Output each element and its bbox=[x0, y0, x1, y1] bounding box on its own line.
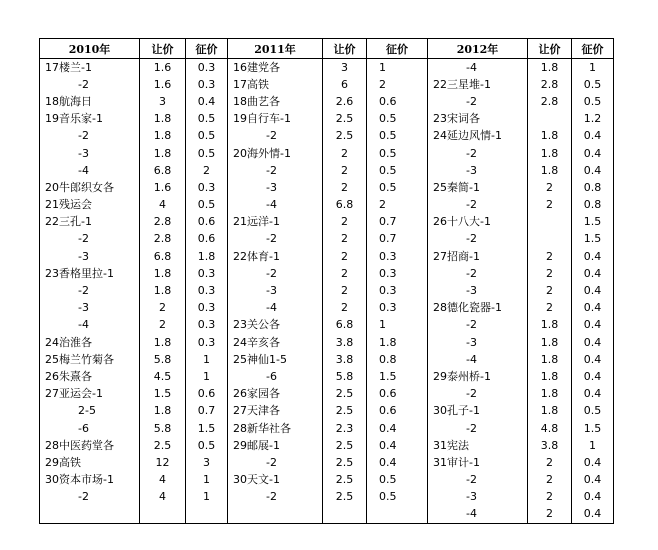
stamp-name-2011: 30天文-1 bbox=[228, 472, 323, 489]
offer-price-2012: 1.8 bbox=[528, 145, 572, 162]
stamp-name-2010: 29高铁 bbox=[40, 454, 140, 471]
stamp-name-2012: -2 bbox=[428, 317, 528, 334]
bid-price-2010: 0.7 bbox=[186, 403, 228, 420]
bid-price-2010: 0.4 bbox=[186, 93, 228, 110]
stamp-name-2010: -4 bbox=[40, 162, 140, 179]
stamp-name-2012: -3 bbox=[428, 489, 528, 506]
stamp-name-2011: -2 bbox=[228, 489, 323, 506]
bid-price-2011: 0.5 bbox=[367, 111, 428, 128]
table-row bbox=[40, 420, 614, 437]
header-offer-price: 让价 bbox=[140, 39, 186, 59]
table-row bbox=[40, 437, 614, 454]
offer-price-2012: 1.8 bbox=[528, 368, 572, 385]
offer-price-2010: 4 bbox=[140, 472, 186, 489]
offer-price-2010: 2.8 bbox=[140, 214, 186, 231]
stamp-name-2012: -3 bbox=[428, 282, 528, 299]
offer-price-2010 bbox=[140, 506, 186, 524]
header-year-2012: 2012年 bbox=[428, 39, 528, 59]
stamp-name-2010: 28中医药堂各 bbox=[40, 437, 140, 454]
offer-price-2010: 6.8 bbox=[140, 162, 186, 179]
stamp-name-2010: 25梅兰竹菊各 bbox=[40, 351, 140, 368]
offer-price-2012 bbox=[528, 111, 572, 128]
table-row bbox=[40, 214, 614, 231]
table-row bbox=[40, 386, 614, 403]
offer-price-2012: 2 bbox=[528, 248, 572, 265]
bid-price-2010: 2 bbox=[186, 162, 228, 179]
bid-price-2011: 0.3 bbox=[367, 248, 428, 265]
stamp-name-2012: 26十八大-1 bbox=[428, 214, 528, 231]
header-year-2010: 2010年 bbox=[40, 39, 140, 59]
header-row bbox=[40, 39, 614, 59]
stamp-name-2011: -6 bbox=[228, 368, 323, 385]
offer-price-2011: 2.3 bbox=[323, 420, 367, 437]
stamp-name-2010: 18航海日 bbox=[40, 93, 140, 110]
table-row bbox=[40, 472, 614, 489]
bid-price-2011: 2 bbox=[367, 197, 428, 214]
bid-price-2010: 0.3 bbox=[186, 179, 228, 196]
stamp-name-2012: 23宋词各 bbox=[428, 111, 528, 128]
bid-price-2011: 0.4 bbox=[367, 454, 428, 471]
table-row bbox=[40, 76, 614, 93]
offer-price-2012: 2 bbox=[528, 265, 572, 282]
bid-price-2010: 0.6 bbox=[186, 214, 228, 231]
stamp-name-2012: -3 bbox=[428, 334, 528, 351]
bid-price-2010: 0.3 bbox=[186, 317, 228, 334]
bid-price-2011: 2 bbox=[367, 76, 428, 93]
offer-price-2010: 2 bbox=[140, 300, 186, 317]
offer-price-2010: 3 bbox=[140, 93, 186, 110]
offer-price-2010: 1.6 bbox=[140, 59, 186, 77]
bid-price-2011: 0.5 bbox=[367, 128, 428, 145]
offer-price-2010: 12 bbox=[140, 454, 186, 471]
stamp-name-2012: -2 bbox=[428, 472, 528, 489]
bid-price-2012: 0.5 bbox=[572, 93, 614, 110]
bid-price-2012: 0.4 bbox=[572, 489, 614, 506]
offer-price-2011: 6.8 bbox=[323, 317, 367, 334]
stamp-name-2010: -6 bbox=[40, 420, 140, 437]
offer-price-2011: 2 bbox=[323, 214, 367, 231]
bid-price-2010: 0.3 bbox=[186, 59, 228, 77]
offer-price-2011: 2.5 bbox=[323, 454, 367, 471]
bid-price-2011: 0.3 bbox=[367, 300, 428, 317]
offer-price-2011: 3 bbox=[323, 59, 367, 77]
stamp-name-2012: 31审计-1 bbox=[428, 454, 528, 471]
table-row bbox=[40, 317, 614, 334]
bid-price-2010: 1 bbox=[186, 489, 228, 506]
bid-price-2010: 1.8 bbox=[186, 248, 228, 265]
table-row bbox=[40, 179, 614, 196]
bid-price-2010: 1 bbox=[186, 351, 228, 368]
bid-price-2012: 0.4 bbox=[572, 368, 614, 385]
offer-price-2012: 1.8 bbox=[528, 59, 572, 77]
offer-price-2011: 2 bbox=[323, 265, 367, 282]
bid-price-2011: 0.6 bbox=[367, 93, 428, 110]
bid-price-2011: 0.3 bbox=[367, 282, 428, 299]
offer-price-2011: 3.8 bbox=[323, 351, 367, 368]
stamp-name-2012: -2 bbox=[428, 93, 528, 110]
offer-price-2012: 2 bbox=[528, 179, 572, 196]
stamp-name-2010: 26朱熹各 bbox=[40, 368, 140, 385]
stamp-name-2012: 22三星堆-1 bbox=[428, 76, 528, 93]
offer-price-2012: 2 bbox=[528, 454, 572, 471]
price-table bbox=[39, 38, 614, 524]
stamp-name-2012: -2 bbox=[428, 420, 528, 437]
stamp-name-2011: 28新华社各 bbox=[228, 420, 323, 437]
bid-price-2011: 1.8 bbox=[367, 334, 428, 351]
bid-price-2010: 0.5 bbox=[186, 145, 228, 162]
offer-price-2011: 3.8 bbox=[323, 334, 367, 351]
header-year-2011: 2011年 bbox=[228, 39, 323, 59]
bid-price-2010: 0.5 bbox=[186, 437, 228, 454]
offer-price-2012: 1.8 bbox=[528, 403, 572, 420]
stamp-name-2012: 24延边风情-1 bbox=[428, 128, 528, 145]
bid-price-2011: 1 bbox=[367, 317, 428, 334]
offer-price-2011: 2.5 bbox=[323, 437, 367, 454]
header-bid-price: 征价 bbox=[186, 39, 228, 59]
bid-price-2011 bbox=[367, 506, 428, 524]
stamp-name-2010: 27亚运会-1 bbox=[40, 386, 140, 403]
table-row bbox=[40, 93, 614, 110]
offer-price-2011: 2 bbox=[323, 179, 367, 196]
bid-price-2011: 0.5 bbox=[367, 179, 428, 196]
bid-price-2011: 0.5 bbox=[367, 145, 428, 162]
bid-price-2010: 0.3 bbox=[186, 282, 228, 299]
stamp-name-2012: -2 bbox=[428, 197, 528, 214]
table-row bbox=[40, 300, 614, 317]
bid-price-2012: 0.4 bbox=[572, 317, 614, 334]
bid-price-2012: 0.4 bbox=[572, 300, 614, 317]
stamp-name-2010: -2 bbox=[40, 282, 140, 299]
offer-price-2011: 2.6 bbox=[323, 93, 367, 110]
stamp-name-2012: -2 bbox=[428, 145, 528, 162]
header-bid-price: 征价 bbox=[572, 39, 614, 59]
offer-price-2011: 6 bbox=[323, 76, 367, 93]
offer-price-2011: 2 bbox=[323, 248, 367, 265]
bid-price-2010: 1 bbox=[186, 472, 228, 489]
stamp-name-2011: 21远洋-1 bbox=[228, 214, 323, 231]
bid-price-2012: 0.4 bbox=[572, 454, 614, 471]
stamp-name-2010: -2 bbox=[40, 128, 140, 145]
bid-price-2010: 0.6 bbox=[186, 386, 228, 403]
table-row bbox=[40, 489, 614, 506]
stamp-name-2011 bbox=[228, 506, 323, 524]
offer-price-2010: 1.5 bbox=[140, 386, 186, 403]
bid-price-2010: 0.3 bbox=[186, 265, 228, 282]
stamp-name-2011: 25神仙1-5 bbox=[228, 351, 323, 368]
bid-price-2011: 1.5 bbox=[367, 368, 428, 385]
table-row bbox=[40, 368, 614, 385]
offer-price-2011: 2 bbox=[323, 162, 367, 179]
bid-price-2011: 0.4 bbox=[367, 420, 428, 437]
offer-price-2010: 5.8 bbox=[140, 351, 186, 368]
offer-price-2012 bbox=[528, 231, 572, 248]
bid-price-2012: 1 bbox=[572, 59, 614, 77]
offer-price-2012: 1.8 bbox=[528, 128, 572, 145]
offer-price-2011: 2.5 bbox=[323, 111, 367, 128]
offer-price-2011: 6.8 bbox=[323, 197, 367, 214]
stamp-name-2010: 17楼兰-1 bbox=[40, 59, 140, 77]
bid-price-2012: 0.8 bbox=[572, 197, 614, 214]
stamp-name-2011: 27天津各 bbox=[228, 403, 323, 420]
stamp-name-2012: -4 bbox=[428, 506, 528, 524]
offer-price-2012: 2 bbox=[528, 300, 572, 317]
bid-price-2010: 0.3 bbox=[186, 300, 228, 317]
offer-price-2010: 1.8 bbox=[140, 282, 186, 299]
table-row bbox=[40, 282, 614, 299]
header-offer-price: 让价 bbox=[528, 39, 572, 59]
bid-price-2010: 3 bbox=[186, 454, 228, 471]
bid-price-2010: 1.5 bbox=[186, 420, 228, 437]
bid-price-2012: 0.4 bbox=[572, 248, 614, 265]
stamp-name-2012: 25秦简-1 bbox=[428, 179, 528, 196]
bid-price-2012: 0.4 bbox=[572, 351, 614, 368]
offer-price-2011: 2 bbox=[323, 231, 367, 248]
stamp-name-2012: -4 bbox=[428, 351, 528, 368]
bid-price-2010: 1 bbox=[186, 368, 228, 385]
bid-price-2011: 0.6 bbox=[367, 403, 428, 420]
bid-price-2011: 0.3 bbox=[367, 265, 428, 282]
stamp-name-2012: 31宪法 bbox=[428, 437, 528, 454]
bid-price-2012: 0.4 bbox=[572, 145, 614, 162]
stamp-name-2011: 26家园各 bbox=[228, 386, 323, 403]
bid-price-2010: 0.5 bbox=[186, 128, 228, 145]
bid-price-2010: 0.5 bbox=[186, 197, 228, 214]
stamp-name-2011: -2 bbox=[228, 265, 323, 282]
offer-price-2010: 4 bbox=[140, 197, 186, 214]
offer-price-2010: 1.8 bbox=[140, 334, 186, 351]
offer-price-2012: 2 bbox=[528, 506, 572, 524]
bid-price-2010: 0.5 bbox=[186, 111, 228, 128]
offer-price-2011: 2.5 bbox=[323, 128, 367, 145]
stamp-name-2011: -2 bbox=[228, 454, 323, 471]
bid-price-2012: 0.4 bbox=[572, 334, 614, 351]
bid-price-2011: 0.5 bbox=[367, 472, 428, 489]
bid-price-2012: 0.4 bbox=[572, 265, 614, 282]
offer-price-2010: 4.5 bbox=[140, 368, 186, 385]
offer-price-2012: 2 bbox=[528, 472, 572, 489]
stamp-name-2011: 29邮展-1 bbox=[228, 437, 323, 454]
offer-price-2011: 5.8 bbox=[323, 368, 367, 385]
bid-price-2012: 0.4 bbox=[572, 506, 614, 524]
offer-price-2010: 1.6 bbox=[140, 76, 186, 93]
stamp-name-2010: 30资本市场-1 bbox=[40, 472, 140, 489]
stamp-name-2011: -2 bbox=[228, 231, 323, 248]
table-row bbox=[40, 334, 614, 351]
bid-price-2011: 1 bbox=[367, 59, 428, 77]
offer-price-2010: 2 bbox=[140, 317, 186, 334]
offer-price-2012: 1.8 bbox=[528, 317, 572, 334]
offer-price-2011: 2.5 bbox=[323, 403, 367, 420]
offer-price-2012: 2 bbox=[528, 489, 572, 506]
table-row bbox=[40, 351, 614, 368]
stamp-name-2011: 18曲艺各 bbox=[228, 93, 323, 110]
bid-price-2010 bbox=[186, 506, 228, 524]
table-row bbox=[40, 59, 614, 77]
header-offer-price: 让价 bbox=[323, 39, 367, 59]
offer-price-2011: 2 bbox=[323, 300, 367, 317]
stamp-name-2010: -2 bbox=[40, 76, 140, 93]
bid-price-2011: 0.5 bbox=[367, 489, 428, 506]
offer-price-2010: 1.8 bbox=[140, 265, 186, 282]
stamp-name-2012: -2 bbox=[428, 231, 528, 248]
stamp-name-2012: 29泰州桥-1 bbox=[428, 368, 528, 385]
offer-price-2012: 4.8 bbox=[528, 420, 572, 437]
offer-price-2010: 1.8 bbox=[140, 145, 186, 162]
bid-price-2012: 1.5 bbox=[572, 214, 614, 231]
stamp-name-2011: 19自行车-1 bbox=[228, 111, 323, 128]
bid-price-2011: 0.5 bbox=[367, 162, 428, 179]
stamp-name-2011: 22体育-1 bbox=[228, 248, 323, 265]
stamp-name-2011: -2 bbox=[228, 162, 323, 179]
offer-price-2010: 2.8 bbox=[140, 231, 186, 248]
stamp-name-2010: 2-5 bbox=[40, 403, 140, 420]
offer-price-2012: 1.8 bbox=[528, 162, 572, 179]
stamp-name-2011: -4 bbox=[228, 300, 323, 317]
bid-price-2012: 0.4 bbox=[572, 162, 614, 179]
table-row bbox=[40, 454, 614, 471]
offer-price-2012: 1.8 bbox=[528, 386, 572, 403]
offer-price-2011: 2 bbox=[323, 282, 367, 299]
offer-price-2012: 2 bbox=[528, 282, 572, 299]
bid-price-2012: 0.4 bbox=[572, 386, 614, 403]
bid-price-2011: 0.7 bbox=[367, 231, 428, 248]
offer-price-2012: 1.8 bbox=[528, 351, 572, 368]
bid-price-2012: 0.4 bbox=[572, 128, 614, 145]
bid-price-2012: 1.5 bbox=[572, 420, 614, 437]
stamp-name-2012: -2 bbox=[428, 265, 528, 282]
offer-price-2010: 5.8 bbox=[140, 420, 186, 437]
offer-price-2012: 2.8 bbox=[528, 93, 572, 110]
table-row bbox=[40, 197, 614, 214]
table-row bbox=[40, 248, 614, 265]
offer-price-2012 bbox=[528, 214, 572, 231]
offer-price-2012: 3.8 bbox=[528, 437, 572, 454]
offer-price-2012: 1.8 bbox=[528, 334, 572, 351]
stamp-name-2011: -2 bbox=[228, 128, 323, 145]
bid-price-2012: 1.2 bbox=[572, 111, 614, 128]
stamp-name-2012: 27招商-1 bbox=[428, 248, 528, 265]
bid-price-2012: 0.4 bbox=[572, 282, 614, 299]
offer-price-2010: 1.8 bbox=[140, 403, 186, 420]
offer-price-2011: 2 bbox=[323, 145, 367, 162]
stamp-name-2011: -3 bbox=[228, 282, 323, 299]
stamp-name-2012: 30孔子-1 bbox=[428, 403, 528, 420]
offer-price-2010: 2.5 bbox=[140, 437, 186, 454]
bid-price-2011: 0.7 bbox=[367, 214, 428, 231]
offer-price-2010: 1.8 bbox=[140, 128, 186, 145]
offer-price-2010: 1.6 bbox=[140, 179, 186, 196]
stamp-name-2011: -3 bbox=[228, 179, 323, 196]
stamp-name-2011: 24辛亥各 bbox=[228, 334, 323, 351]
offer-price-2011: 2.5 bbox=[323, 472, 367, 489]
stamp-name-2010: 23香格里拉-1 bbox=[40, 265, 140, 282]
header-bid-price: 征价 bbox=[367, 39, 428, 59]
bid-price-2012: 1.5 bbox=[572, 231, 614, 248]
bid-price-2012: 1 bbox=[572, 437, 614, 454]
offer-price-2012: 2.8 bbox=[528, 76, 572, 93]
stamp-name-2011: 17高铁 bbox=[228, 76, 323, 93]
stamp-name-2012: -2 bbox=[428, 386, 528, 403]
stamp-name-2011: -4 bbox=[228, 197, 323, 214]
bid-price-2012: 0.4 bbox=[572, 472, 614, 489]
stamp-name-2010: -4 bbox=[40, 317, 140, 334]
stamp-name-2010: 19音乐家-1 bbox=[40, 111, 140, 128]
bid-price-2010: 0.3 bbox=[186, 76, 228, 93]
stamp-name-2010: -2 bbox=[40, 489, 140, 506]
stamp-name-2010 bbox=[40, 506, 140, 524]
bid-price-2010: 0.6 bbox=[186, 231, 228, 248]
bid-price-2012: 0.5 bbox=[572, 76, 614, 93]
stamp-name-2010: -2 bbox=[40, 231, 140, 248]
table-row bbox=[40, 111, 614, 128]
stamp-name-2011: 20海外情-1 bbox=[228, 145, 323, 162]
stamp-name-2012: 28德化瓷器-1 bbox=[428, 300, 528, 317]
bid-price-2011: 0.8 bbox=[367, 351, 428, 368]
table-row bbox=[40, 403, 614, 420]
table-row bbox=[40, 265, 614, 282]
table-row bbox=[40, 128, 614, 145]
offer-price-2010: 1.8 bbox=[140, 111, 186, 128]
stamp-name-2010: 22三孔-1 bbox=[40, 214, 140, 231]
table-row bbox=[40, 506, 614, 524]
stamp-name-2010: -3 bbox=[40, 248, 140, 265]
stamp-name-2010: 24治淮各 bbox=[40, 334, 140, 351]
bid-price-2011: 0.6 bbox=[367, 386, 428, 403]
bid-price-2011: 0.4 bbox=[367, 437, 428, 454]
offer-price-2010: 6.8 bbox=[140, 248, 186, 265]
stamp-name-2010: 20牛郎织女各 bbox=[40, 179, 140, 196]
stamp-name-2011: 16建党各 bbox=[228, 59, 323, 77]
stamp-name-2010: -3 bbox=[40, 145, 140, 162]
table-row bbox=[40, 231, 614, 248]
offer-price-2011: 2.5 bbox=[323, 489, 367, 506]
offer-price-2011 bbox=[323, 506, 367, 524]
stamp-name-2010: 21残运会 bbox=[40, 197, 140, 214]
bid-price-2012: 0.8 bbox=[572, 179, 614, 196]
bid-price-2010: 0.3 bbox=[186, 334, 228, 351]
table-row bbox=[40, 145, 614, 162]
stamp-name-2012: -3 bbox=[428, 162, 528, 179]
bid-price-2012: 0.5 bbox=[572, 403, 614, 420]
stamp-name-2012: -4 bbox=[428, 59, 528, 77]
offer-price-2012: 2 bbox=[528, 197, 572, 214]
offer-price-2011: 2.5 bbox=[323, 386, 367, 403]
offer-price-2010: 4 bbox=[140, 489, 186, 506]
table-row bbox=[40, 162, 614, 179]
stamp-name-2010: -3 bbox=[40, 300, 140, 317]
stamp-name-2011: 23关公各 bbox=[228, 317, 323, 334]
